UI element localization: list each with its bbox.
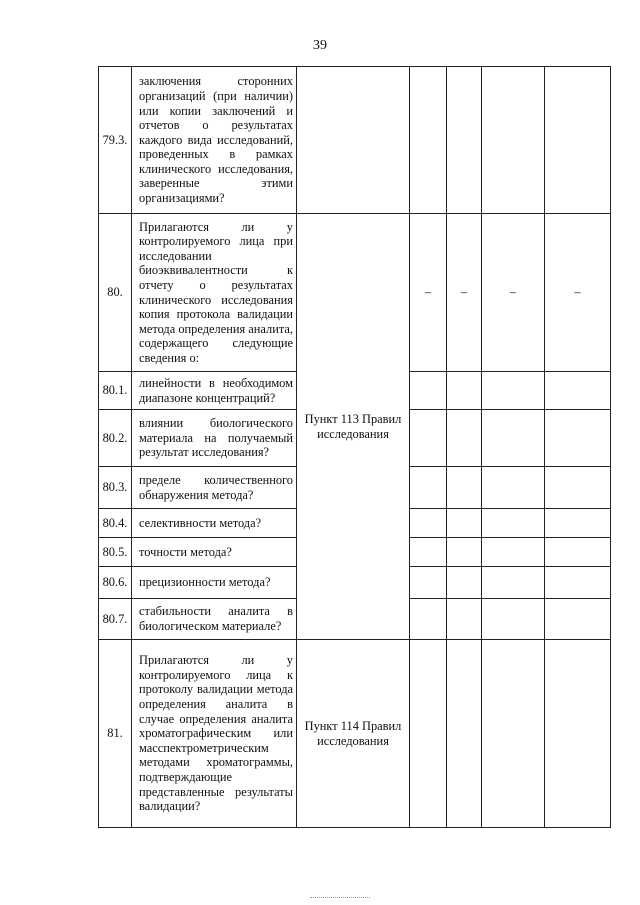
notes-cell — [545, 67, 611, 214]
answer-not-applicable-cell — [482, 214, 545, 372]
dash-mark: – — [424, 285, 432, 300]
question-text: пределе количественного обнаружения метода? — [132, 467, 297, 509]
answer-yes-cell — [410, 67, 447, 214]
question-text: Прилагаются ли у контролируемого лица при исследовании биоэквивалентности к отчету о результатах клинического исследования копия протокола валидации метода определения аналита, содержащего следующие сведения о: — [132, 214, 297, 372]
notes-cell — [545, 214, 611, 372]
item-number: 80.4. — [99, 509, 132, 538]
table-row — [99, 640, 611, 828]
answer-yes-cell — [410, 214, 447, 372]
item-number: 80.1. — [99, 372, 132, 410]
question-text: Прилагаются ли у контролируемого лица к протоколу валидации метода определения аналита в случае определения аналита хроматографическим или масспектрометрическим методами хроматограммы, подтверждающие представленные результаты валидации? — [132, 640, 297, 828]
dash-mark: – — [460, 285, 468, 300]
answer-not-applicable-cell — [482, 67, 545, 214]
item-number: 80.5. — [99, 538, 132, 567]
table-row — [99, 214, 611, 372]
question-text: линейности в необходимом диапазоне концентраций? — [132, 372, 297, 410]
regulation-reference: Пункт 114 Правил исследования — [297, 640, 410, 828]
answer-no-cell — [447, 67, 482, 214]
item-number: 80. — [99, 214, 132, 372]
item-number: 80.3. — [99, 467, 132, 509]
item-number: 80.7. — [99, 599, 132, 640]
question-text: селективности метода? — [132, 509, 297, 538]
question-text: стабильности аналита в биологическом материале? — [132, 599, 297, 640]
question-text: влиянии биологического материала на получаемый результат исследования? — [132, 410, 297, 467]
item-number: 80.2. — [99, 410, 132, 467]
checklist-table — [98, 66, 611, 828]
footer-rule — [310, 897, 370, 898]
item-number: 81. — [99, 640, 132, 828]
dash-mark: – — [574, 285, 581, 300]
regulation-reference: Пункт 113 Правил исследования — [297, 214, 410, 640]
page-number: 39 — [313, 38, 327, 53]
table-row — [99, 67, 611, 214]
question-text: прецизионности метода? — [132, 567, 297, 599]
question-text: точности метода? — [132, 538, 297, 567]
question-text: заключения сторонних организаций (при наличии) или копии заключений и отчетов о результатах каждого вида исследований, проведенных в рамках клинического исследования, заверенные этими организациями? — [132, 67, 297, 214]
regulation-reference — [297, 67, 410, 214]
dash-mark: – — [509, 285, 517, 300]
item-number: 80.6. — [99, 567, 132, 599]
answer-no-cell — [447, 214, 482, 372]
item-number: 79.3. — [99, 67, 132, 214]
